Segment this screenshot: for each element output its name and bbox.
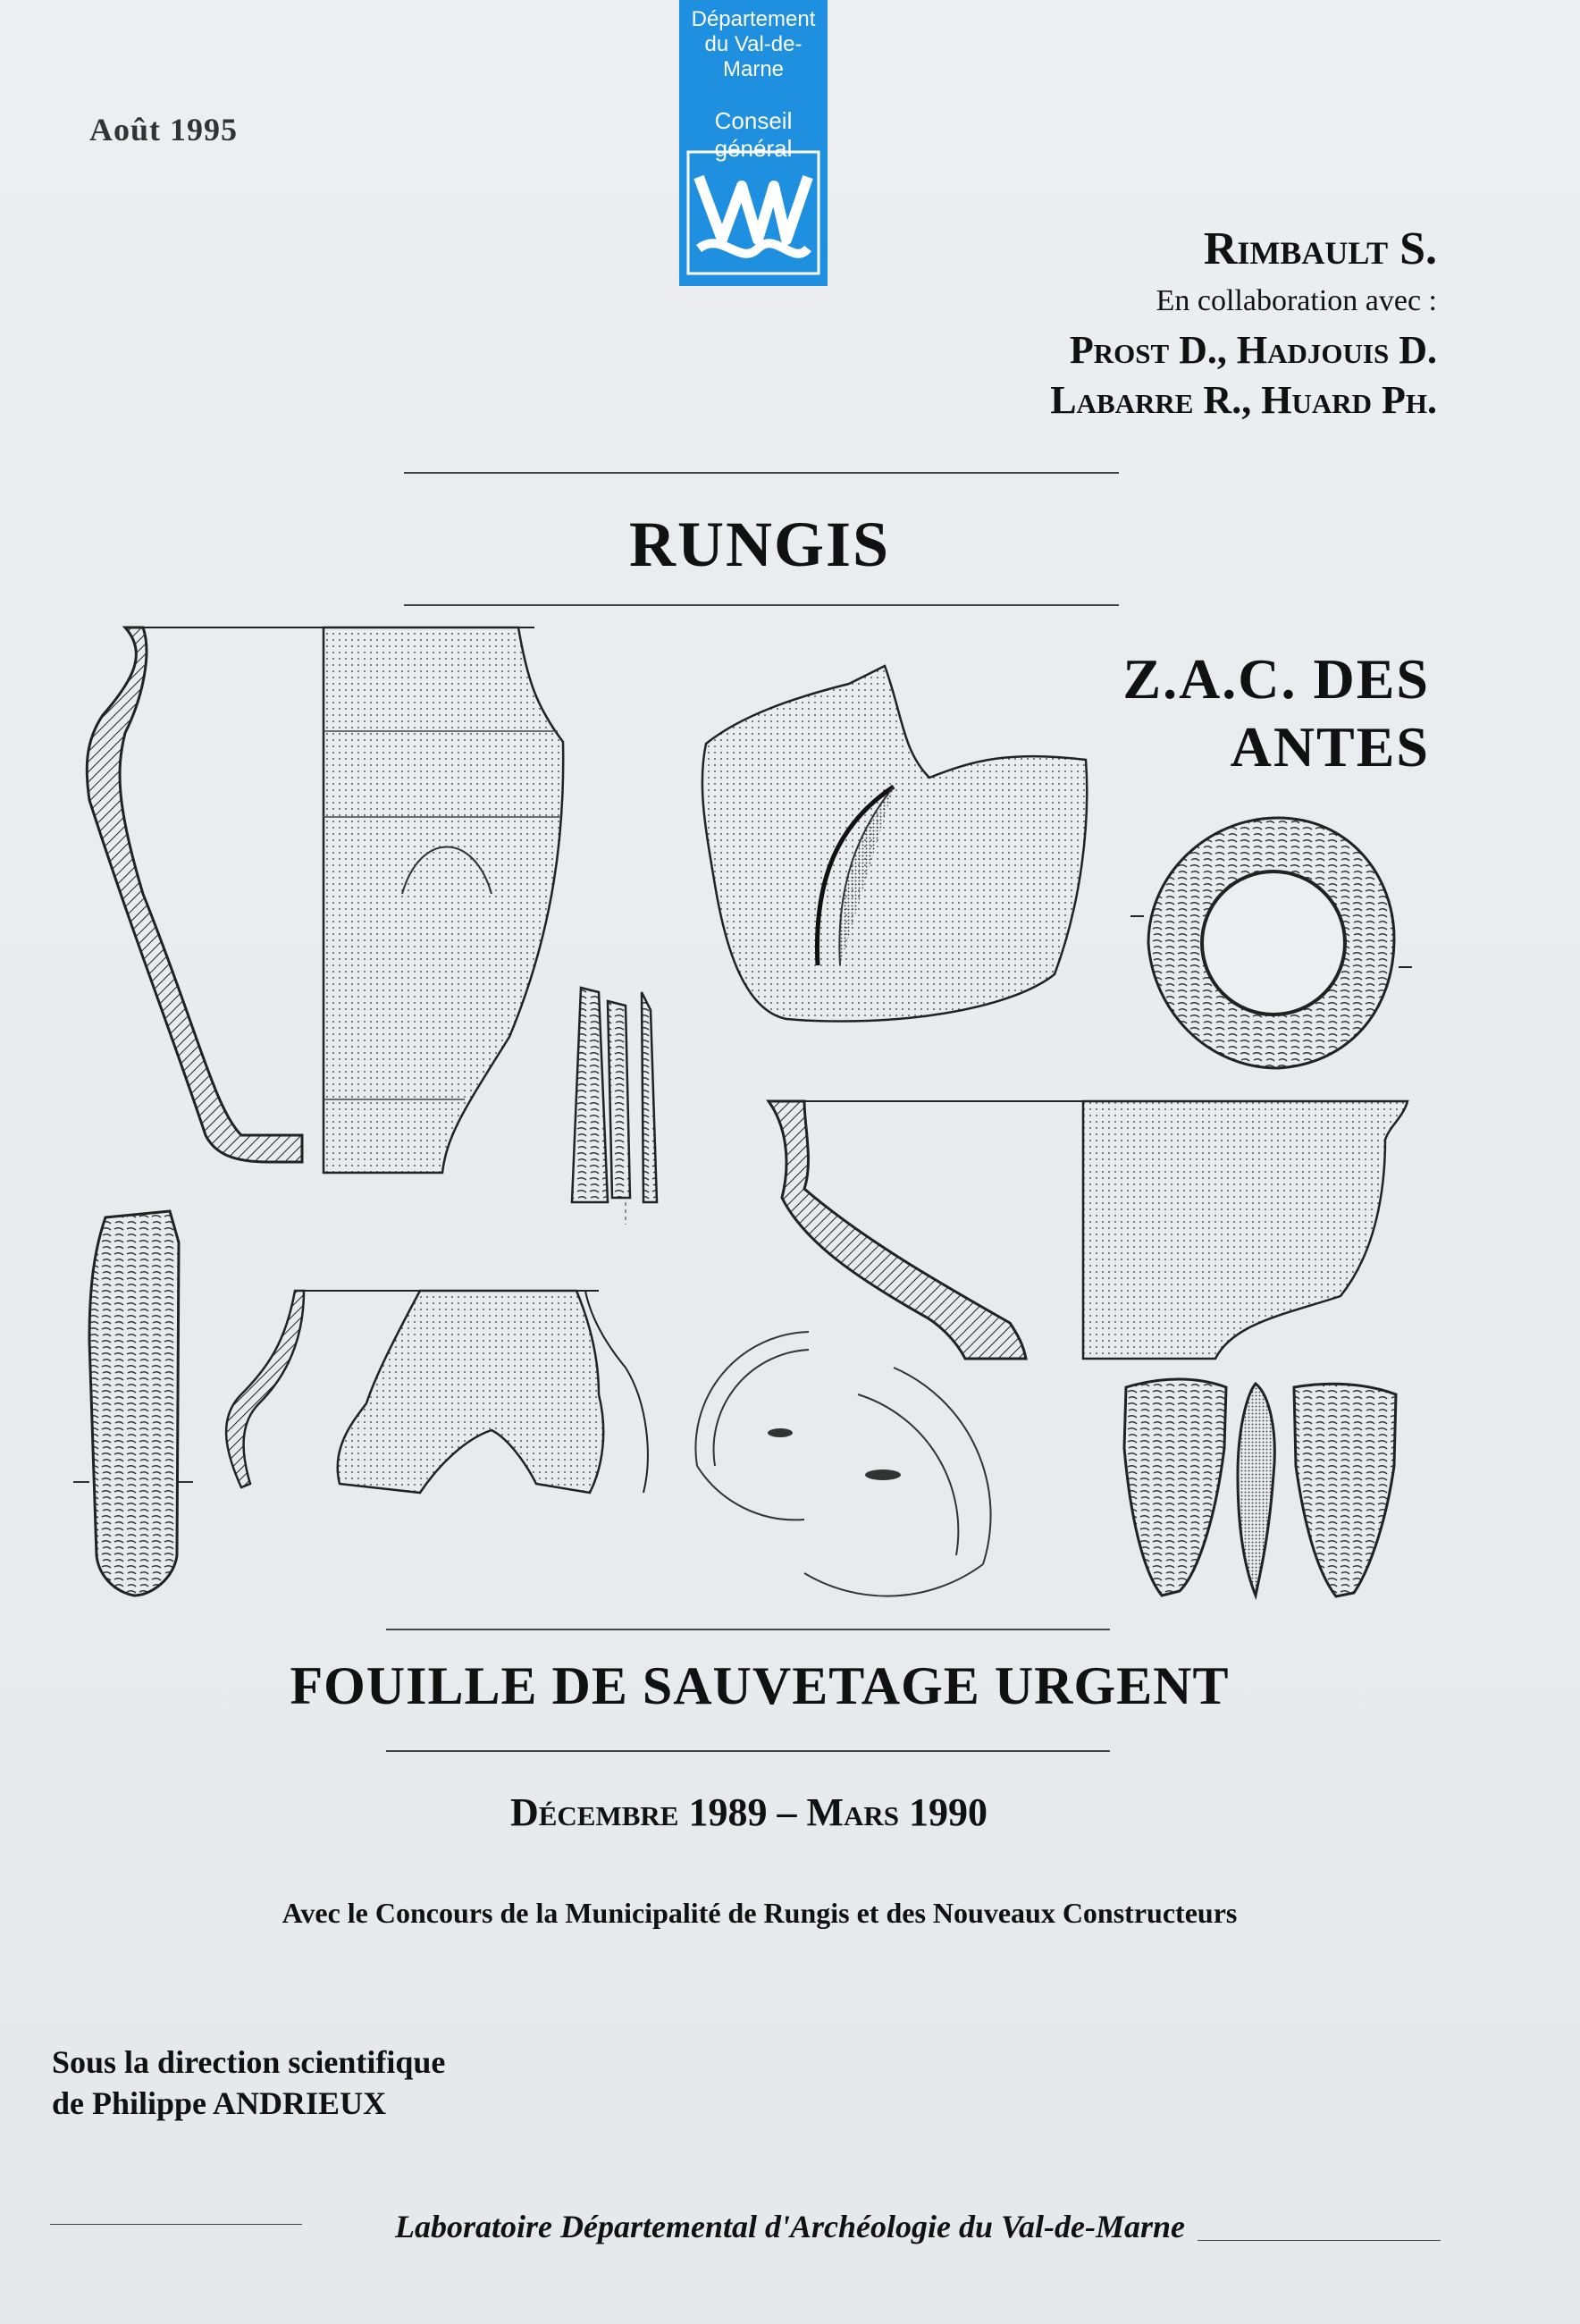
laboratory-name: Laboratoire Départemental d'Archéologie du Val-de-Marne xyxy=(395,2209,1185,2244)
logo-line-2: du Val-de-Marne xyxy=(704,32,803,81)
logo-council-label: Conseil général xyxy=(714,107,793,162)
ring-fragments-drawing xyxy=(695,1332,990,1596)
jar-fragment-drawing xyxy=(226,1291,648,1493)
logo-line-1: Département xyxy=(691,7,816,31)
main-author: Rimbault S. xyxy=(1203,223,1437,274)
direction-line-2: de Philippe ANDRIEUX xyxy=(52,2085,387,2121)
page-title: RUNGIS xyxy=(628,509,891,580)
long-blade-tool-drawing xyxy=(73,1211,193,1596)
sponsorship-note: Avec le Concours de la Municipalité de Rungis et des Nouveaux Constructeurs xyxy=(282,1897,1238,1929)
stone-ring-drawing xyxy=(1130,818,1412,1068)
collaboration-label: En collaboration avec : xyxy=(1156,284,1437,317)
blade-fragment-drawing xyxy=(572,988,657,1225)
report-type: FOUILLE DE SAUVETAGE URGENT xyxy=(290,1656,1230,1715)
report-rule-bottom xyxy=(386,1750,1110,1752)
site-subtitle-line-2: ANTES xyxy=(1230,715,1430,779)
site-subtitle-line-1: Z.A.C. DES xyxy=(1122,647,1430,711)
excavation-period: Décembre 1989 – Mars 1990 xyxy=(509,1790,988,1834)
direction-line-1: Sous la direction scientifique xyxy=(52,2044,446,2080)
co-authors-line-1: Prost D., Hadjouis D. xyxy=(1069,328,1437,372)
co-authors-line-2: Labarre R., Huard Ph. xyxy=(1050,378,1437,422)
bowl-drawing xyxy=(769,1101,1408,1359)
pottery-sherd-drawing xyxy=(702,666,1087,1022)
scientific-direction xyxy=(52,2042,445,2124)
polished-axe-drawings xyxy=(1124,1379,1396,1596)
publication-date: Août 1995 xyxy=(89,112,239,147)
report-rule-top xyxy=(386,1629,1110,1630)
footer-rule-right xyxy=(1198,2240,1441,2241)
large-vessel-drawing xyxy=(87,627,563,1173)
